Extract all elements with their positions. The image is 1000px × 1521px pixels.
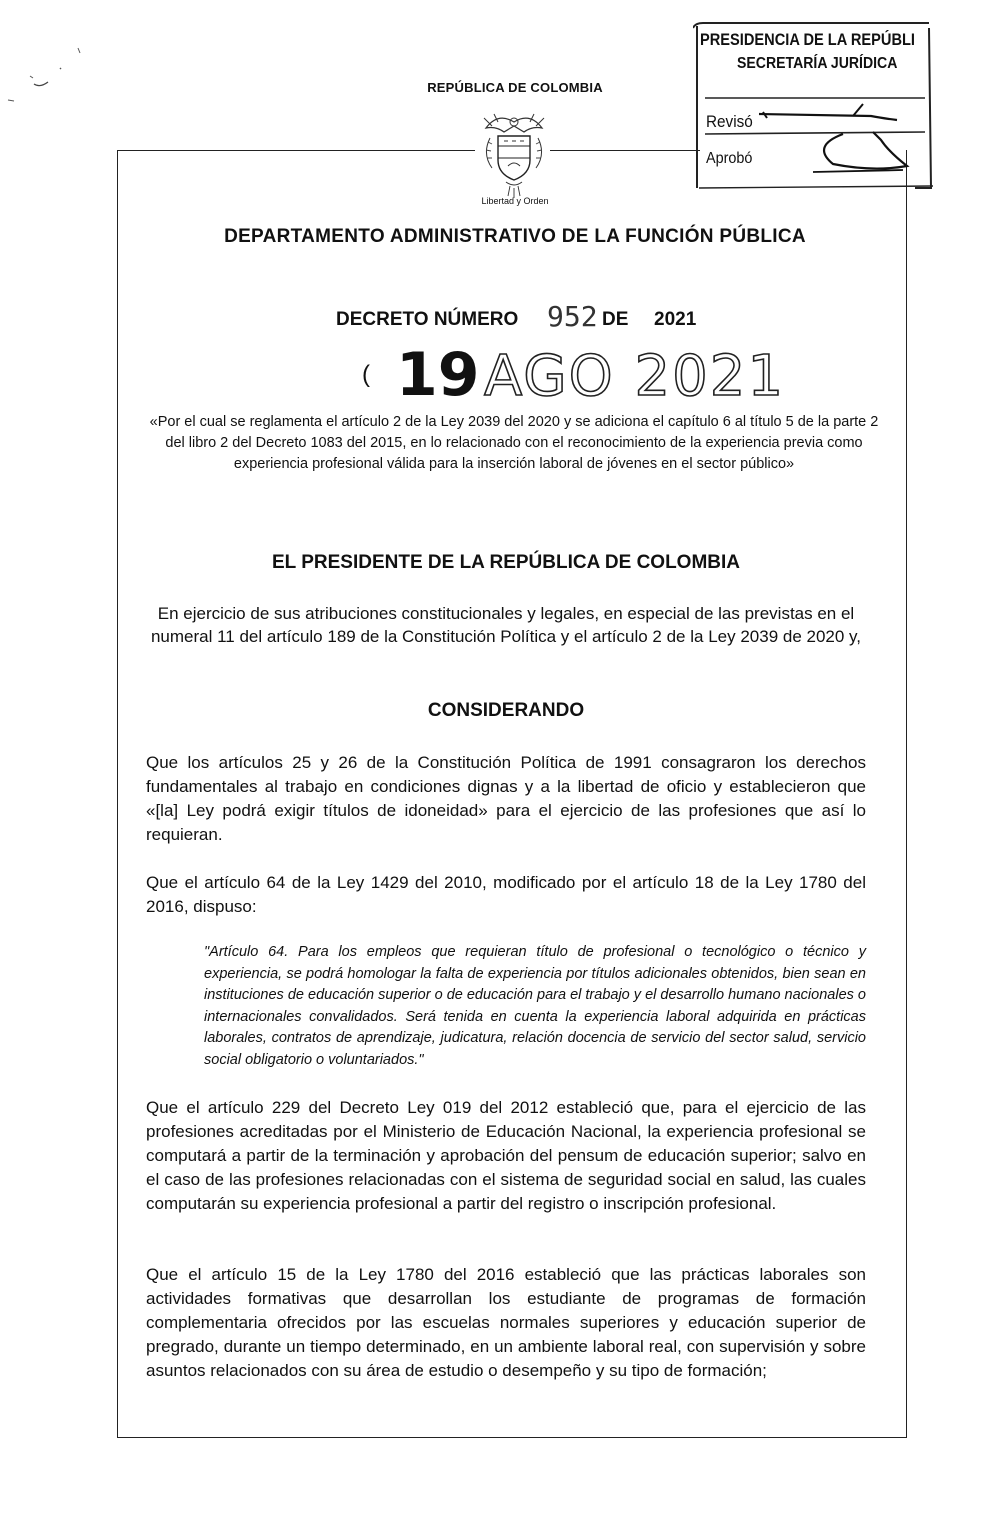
president-heading: EL PRESIDENTE DE LA REPÚBLICA DE COLOMBIA (272, 552, 740, 573)
stamp-aprobo-label: Aprobó (706, 150, 753, 167)
decreto-label: DECRETO NÚMERO (336, 309, 519, 330)
coat-of-arms-icon (478, 108, 550, 202)
decreto-number: 952 (547, 300, 598, 333)
stamp-reviso-label: Revisó (706, 112, 753, 131)
decreto-year: 2021 (654, 309, 697, 330)
quoted-article: "Artículo 64. Para los empleos que requieran título de profesional o tecnológico o técnico y experiencia, se podrá homologar la falta de experiencia por títulos adicionales obtenidos, bien sean en instituciones de educación superior o de educación para el trabajo y el desarrollo humano nacionales o internacionales convalidados. Será tenida en cuenta la experiencia laboral adquirida en prácticas laborales, contratos de aprendizaje, judicatura, relación docencia de servicio del sector salud, servicio social obligatorio o voluntariados." (204, 944, 866, 1068)
paragraph: Que los artículos 25 y 26 de la Constitución Política de 1991 consagraron los derechos fundamentales al trabajo en condiciones dignas y a la libertad de oficio y establecieron que «[la] Ley podrá exigir títulos de idoneidad» para el ejercicio de las profesiones que así lo requieran. (146, 753, 866, 844)
stamp-title: PRESIDENCIA DE LA REPÚBLI (700, 30, 915, 49)
decreto-de: DE (602, 309, 629, 330)
date-day: 19 (396, 340, 480, 410)
frame-top-line-left (117, 150, 475, 151)
republica-heading: REPÚBLICA DE COLOMBIA (427, 80, 603, 95)
powers-paragraph: En ejercicio de sus atribuciones constitucionales y legales, en especial de las previstas en el numeral 11 del artículo 189 de la Constitución Política y el artículo 2 de la Ley 2039 de 2020 y, (150, 604, 862, 646)
motto-text: Libertad y Orden (481, 196, 549, 206)
date-stamp (396, 340, 785, 410)
paragraph: Que el artículo 229 del Decreto Ley 019 del 2012 estableció que, para el ejercicio de las profesiones acreditadas por el Ministerio de Educación Nacional, la experiencia profesional se computará a partir de la terminación y aprobación del pensum de educación superior; salvo en el caso de las profesiones relacionadas con el sistema de seguridad social en salud, las cuales computarán su experiencia profesional a partir del registro o inscripción profesional. (146, 1098, 866, 1213)
date-month-year: AGO 2021 (483, 344, 786, 409)
date-paren: ( (362, 361, 370, 388)
paragraph: Que el artículo 64 de la Ley 1429 del 2010, modificado por el artículo 18 de la Ley 1780 del 2016, dispuso: (146, 873, 866, 916)
frame-top-line-right (550, 150, 700, 151)
department-heading: DEPARTAMENTO ADMINISTRATIVO DE LA FUNCIÓN PÚBLICA (224, 226, 806, 247)
stamp-subtitle: SECRETARÍA JURÍDICA (737, 55, 898, 72)
paragraph: Que el artículo 15 de la Ley 1780 del 2016 estableció que las prácticas laborales son actividades formativas que desarrollan los estudiante de programas de formación complementaria ofrecidos por las escuelas normales superiores y educación superior de pregrado, durante un tiempo determinado, en un ambiente laboral real, con supervisión y sobre asuntos relacionados con su área de estudio o desempeño y su tipo de formación; (146, 1265, 866, 1380)
considerando-heading: CONSIDERANDO (427, 700, 585, 721)
decree-epigraph: «Por el cual se reglamenta el artículo 2 de la Ley 2039 del 2020 y se adiciona el capítulo 6 al título 5 de la parte 2 del libro 2 del Decreto 1083 del 2015, en lo relacionado con el reconocimiento de la experiencia previa como experiencia profesional válida para la inserción laboral de jóvenes en el sector público» (149, 414, 879, 472)
